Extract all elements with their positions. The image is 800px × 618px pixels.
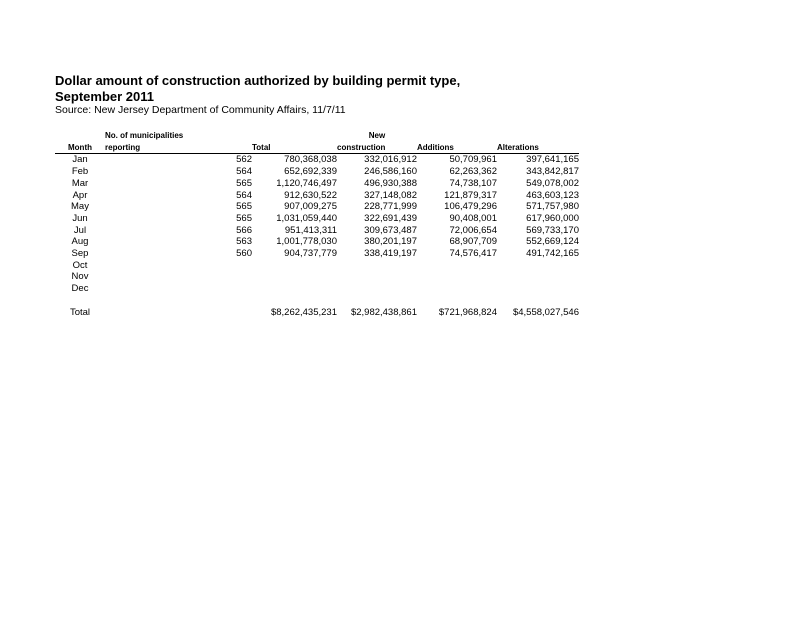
table-row	[55, 260, 579, 272]
additions-cell: 50,709,961	[449, 154, 497, 166]
municipalities-cell: 566	[236, 224, 252, 236]
alterations-cell: 343,842,817	[526, 166, 579, 178]
additions-cell	[417, 260, 497, 272]
total-row	[55, 307, 579, 319]
table-row	[55, 213, 579, 225]
header-new: New	[368, 131, 386, 140]
municipalities-cell: 564	[236, 166, 252, 178]
alterations-cell: 463,603,123	[526, 189, 579, 201]
table-row	[55, 236, 579, 248]
month-cell: Nov	[71, 271, 89, 283]
new-construction-cell	[337, 283, 417, 295]
alterations-cell: 397,641,165	[526, 154, 579, 166]
new-construction-cell: 338,419,197	[364, 248, 417, 260]
total-cell: 907,009,275	[284, 201, 337, 213]
month-cell: Apr	[72, 189, 88, 201]
municipalities-cell: 565	[236, 212, 252, 224]
month-cell: Sep	[71, 248, 89, 260]
month-cell: Dec	[71, 283, 89, 295]
total-cell	[252, 260, 337, 272]
new-construction-cell: 496,930,388	[364, 177, 417, 189]
month-cell: Jan	[72, 154, 88, 166]
table-row	[55, 201, 579, 213]
table-row	[55, 166, 579, 178]
table-row	[55, 248, 579, 260]
additions-cell: 90,408,001	[449, 212, 497, 224]
table-row	[55, 225, 579, 237]
total-cell: 951,413,311	[284, 224, 337, 236]
month-cell: Jul	[73, 224, 87, 236]
alterations-cell: 571,757,980	[526, 201, 579, 213]
header-row-top	[55, 130, 579, 142]
new-construction-cell: 332,016,912	[364, 154, 417, 166]
total-cell: 912,630,522	[284, 189, 337, 201]
total-additions-cell: $721,968,824	[438, 306, 497, 318]
month-cell: Oct	[72, 259, 88, 271]
additions-cell: 68,907,709	[449, 236, 497, 248]
source-note: Source: New Jersey Department of Community Affairs, 11/7/11	[55, 104, 346, 116]
additions-cell: 74,738,107	[449, 177, 497, 189]
municipalities-cell	[105, 271, 252, 283]
total-alterations-cell: $4,558,027,546	[512, 306, 579, 318]
new-construction-cell	[337, 271, 417, 283]
new-construction-cell: 327,148,082	[364, 189, 417, 201]
municipalities-cell: 565	[236, 201, 252, 213]
additions-cell: 121,879,317	[444, 189, 497, 201]
additions-cell: 74,576,417	[449, 248, 497, 260]
header-row-bottom	[55, 142, 579, 154]
additions-cell: 106,479,296	[444, 201, 497, 213]
total-cell: 1,120,746,497	[276, 177, 337, 189]
new-construction-cell: 322,691,439	[364, 212, 417, 224]
table-row	[55, 190, 579, 202]
alterations-cell: 552,669,124	[526, 236, 579, 248]
additions-cell	[417, 271, 497, 283]
title-line-1: Dollar amount of construction authorized by building permit type,	[55, 73, 461, 88]
alterations-cell: 617,960,000	[526, 212, 579, 224]
total-new-construction-cell: $2,982,438,861	[350, 306, 417, 318]
total-label: Total	[69, 306, 91, 318]
new-construction-cell: 380,201,197	[364, 236, 417, 248]
table-row	[55, 271, 579, 283]
total-cell	[252, 271, 337, 283]
title-line-2: September 2011	[55, 89, 155, 104]
month-cell: Jun	[72, 212, 88, 224]
permit-table	[55, 130, 579, 318]
month-cell: Feb	[71, 166, 89, 178]
month-cell: Aug	[71, 236, 89, 248]
municipalities-cell: 562	[236, 154, 252, 166]
table-row	[55, 178, 579, 190]
municipalities-cell: 565	[236, 177, 252, 189]
alterations-cell	[497, 283, 579, 295]
month-cell: Mar	[71, 177, 89, 189]
table-row	[55, 154, 579, 166]
alterations-cell	[497, 260, 579, 272]
header-total: Total	[252, 142, 337, 154]
new-construction-cell: 246,586,160	[364, 166, 417, 178]
alterations-cell	[497, 271, 579, 283]
total-cell: 780,368,038	[284, 154, 337, 166]
new-construction-cell: 309,673,487	[364, 224, 417, 236]
total-all-cell: $8,262,435,231	[270, 306, 337, 318]
month-cell: May	[71, 201, 89, 213]
header-alterations: Alterations	[497, 142, 579, 154]
total-cell	[252, 283, 337, 295]
alterations-cell: 549,078,002	[526, 177, 579, 189]
municipalities-cell	[105, 283, 252, 295]
alterations-cell: 491,742,165	[526, 248, 579, 260]
alterations-cell: 569,733,170	[526, 224, 579, 236]
total-cell: 652,692,339	[284, 166, 337, 178]
table-row	[55, 283, 579, 295]
total-cell: 904,737,779	[284, 248, 337, 260]
municipalities-cell: 563	[236, 236, 252, 248]
municipalities-cell	[105, 260, 252, 272]
header-additions: Additions	[417, 142, 497, 154]
additions-cell: 72,006,654	[449, 224, 497, 236]
municipalities-cell: 560	[236, 248, 252, 260]
header-month: Month	[55, 142, 105, 154]
header-reporting: reporting	[105, 142, 252, 154]
municipalities-cell: 564	[236, 189, 252, 201]
new-construction-cell: 228,771,999	[364, 201, 417, 213]
header-construction: construction	[337, 142, 417, 154]
header-municipalities: No. of municipalities	[105, 131, 184, 140]
additions-cell	[417, 283, 497, 295]
new-construction-cell	[337, 260, 417, 272]
total-cell: 1,031,059,440	[276, 212, 337, 224]
total-cell: 1,001,778,030	[276, 236, 337, 248]
additions-cell: 62,263,362	[449, 166, 497, 178]
